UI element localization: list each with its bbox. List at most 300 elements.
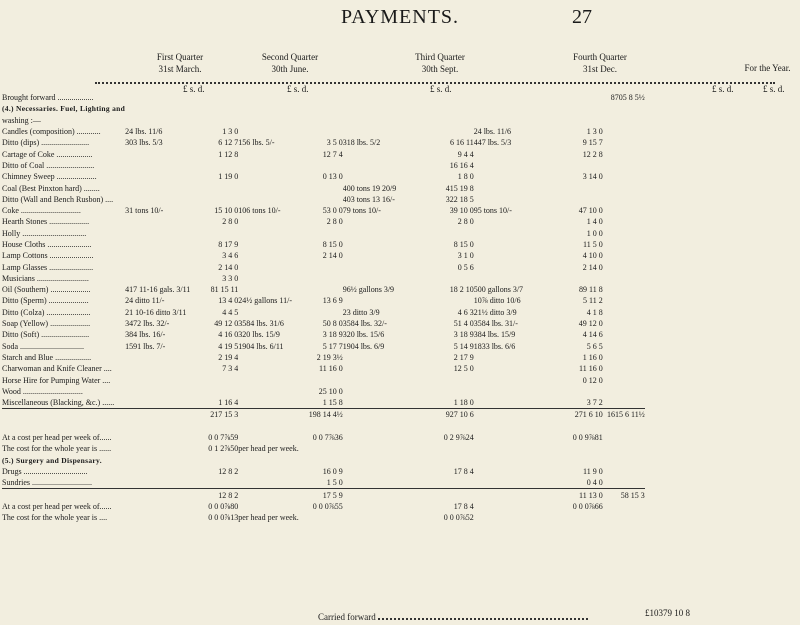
header-fourth-quarter xyxy=(550,51,650,75)
payments-ledger xyxy=(2,92,645,523)
ledger-row xyxy=(2,137,645,148)
header-q4-date: 31st Dec. xyxy=(583,64,617,74)
ledger-cell-v4: 3 14 0 xyxy=(582,172,603,182)
ledger-cell-q1 xyxy=(125,92,190,103)
ledger-cell-q4 xyxy=(474,182,559,193)
ledger-cell-lbl: Cartage of Coke .................. xyxy=(2,149,93,159)
ledger-cell-y: 1615 6 11½ xyxy=(603,409,645,421)
money-heading-q1: £ s. d. xyxy=(183,84,205,94)
carried-forward-leader xyxy=(378,618,588,620)
ledger-cell-q2 xyxy=(238,103,298,114)
ledger-cell-q3 xyxy=(343,512,431,523)
ledger-cell-v1 xyxy=(190,92,238,103)
ledger-cell-q4 xyxy=(474,489,559,501)
ledger-cell-q3 xyxy=(343,421,431,432)
ledger-cell-y xyxy=(603,261,645,272)
ledger-cell-v2 xyxy=(299,261,343,272)
ledger-cell-lbl: Lamp Glasses ...................... xyxy=(2,262,94,272)
ledger-row xyxy=(2,352,645,363)
ledger-cell-q2 xyxy=(238,386,298,397)
ledger-cell-q4: 447 lbs. 5/3 xyxy=(473,138,512,148)
ledger-row xyxy=(2,443,645,454)
ledger-cell-v1 xyxy=(190,115,238,126)
ledger-cell-v3 xyxy=(431,92,474,103)
ledger-cell-v2 xyxy=(299,103,343,114)
money-heading-q2: £ s. d. xyxy=(287,84,309,94)
ledger-cell-v4 xyxy=(559,182,603,193)
ledger-cell-v2 xyxy=(299,160,343,171)
ledger-cell-v4 xyxy=(559,443,603,454)
ledger-cell-v1: 4 4 5 xyxy=(222,307,239,317)
ledger-cell-lbl: Ditto (Soft) ........................ xyxy=(2,330,90,340)
ledger-cell-v1: 4 16 0 xyxy=(218,330,239,340)
ledger-cell-q4: 10⅞ ditto 10/6 xyxy=(473,296,521,306)
ledger-cell-q2 xyxy=(238,182,298,193)
ledger-cell-v2: 16 0 9 xyxy=(322,466,343,476)
ledger-cell-v2: 17 5 9 xyxy=(299,489,343,501)
ledger-cell-q1 xyxy=(125,239,190,250)
ledger-cell-q4 xyxy=(474,250,559,261)
ledger-cell-q1 xyxy=(125,352,190,363)
ledger-cell-q1: 1591 lbs. 7/- xyxy=(125,341,166,351)
ledger-cell-v1: 217 15 3 xyxy=(190,409,238,421)
ledger-cell-y xyxy=(603,329,645,340)
ledger-cell-q3 xyxy=(343,126,431,137)
ledger-cell-v3: 8 15 0 xyxy=(453,240,474,249)
ledger-cell-lbl: The cost for the whole year is ...... xyxy=(2,444,112,454)
money-heading-q3: £ s. d. xyxy=(430,84,452,94)
ledger-cell-v3: 0 0 0⅞52 xyxy=(443,513,474,523)
ledger-cell-v4 xyxy=(559,421,603,432)
ledger-cell-q3 xyxy=(343,374,431,385)
ledger-cell-v4: 11 9 0 xyxy=(583,466,603,476)
ledger-row xyxy=(2,92,645,103)
ledger-cell-v4: 1 4 0 xyxy=(586,217,603,227)
ledger-cell-y xyxy=(603,194,645,205)
ledger-cell-v4: 0 0 9⅞81 xyxy=(572,433,603,443)
ledger-cell-v3 xyxy=(431,421,474,432)
ledger-cell-q4 xyxy=(474,239,559,250)
ledger-row xyxy=(2,386,645,397)
ledger-cell-y xyxy=(603,137,645,148)
ledger-cell-q3 xyxy=(343,352,431,363)
ledger-cell-y xyxy=(603,103,645,114)
ledger-cell-q1 xyxy=(125,455,190,466)
ledger-cell-lbl: The cost for the whole year is .... xyxy=(2,513,108,523)
header-third-quarter xyxy=(390,51,490,75)
ledger-cell-v1 xyxy=(190,477,238,489)
ledger-cell-q4 xyxy=(474,397,559,409)
ledger-cell-q2: 106 tons 10/- xyxy=(238,206,281,216)
ledger-cell-v3 xyxy=(431,489,474,501)
ledger-cell-v2 xyxy=(299,194,343,205)
ledger-cell-v2: 1 5 0 xyxy=(326,478,343,488)
ledger-cell-q3 xyxy=(343,455,431,466)
ledger-cell-q2: 320 lbs. 15/9 xyxy=(238,330,280,340)
ledger-cell-q1 xyxy=(125,489,190,501)
ledger-cell-v4: 11 16 0 xyxy=(579,364,603,374)
ledger-cell-v4 xyxy=(559,92,603,103)
ledger-cell-q2 xyxy=(238,216,298,227)
ledger-cell-q4 xyxy=(474,261,559,272)
ledger-row xyxy=(2,501,645,512)
ledger-cell-q2 xyxy=(238,194,298,205)
ledger-cell-q3 xyxy=(343,115,431,126)
ledger-cell-v2: 2 14 0 xyxy=(322,251,343,261)
page-number: 27 xyxy=(572,6,592,28)
ledger-cell-v2 xyxy=(299,307,343,318)
header-q2-date: 30th June. xyxy=(271,64,309,74)
ledger-row xyxy=(2,171,645,182)
ledger-cell-q1 xyxy=(125,363,190,374)
ledger-cell-q1 xyxy=(125,432,190,443)
ledger-cell-lbl: Candles (composition) ............ xyxy=(2,127,101,137)
ledger-cell-lbl: Ditto (dips) ........................ xyxy=(2,138,90,148)
ledger-cell-q3 xyxy=(343,273,431,284)
ledger-cell-v3 xyxy=(431,273,474,284)
ledger-cell-lbl: Holly ................................ xyxy=(2,228,87,238)
ledger-row xyxy=(2,261,645,272)
ledger-cell-q1 xyxy=(125,443,190,454)
ledger-cell-lbl: Coal (Best Pinxton hard) ........ xyxy=(2,183,100,193)
ledger-cell-q2 xyxy=(238,171,298,182)
ledger-cell-q2 xyxy=(238,92,298,103)
ledger-cell-q4 xyxy=(474,477,559,489)
ledger-cell-q3 xyxy=(343,363,431,374)
ledger-cell-v1: 2 19 4 xyxy=(218,352,239,362)
ledger-cell-q3 xyxy=(343,148,431,159)
ledger-row xyxy=(2,160,645,171)
ledger-cell-q1 xyxy=(125,160,190,171)
ledger-cell-v2: 198 14 4½ xyxy=(299,409,343,421)
ledger-cell-q3: 320 lbs. 15/6 xyxy=(342,330,385,340)
ledger-cell-y xyxy=(603,512,645,523)
ledger-cell-v2 xyxy=(299,228,343,239)
ledger-row xyxy=(2,341,645,352)
ledger-cell-y xyxy=(603,171,645,182)
ledger-cell-v4: 3 7 2 xyxy=(586,398,603,408)
ledger-cell-v2: 5 17 7 xyxy=(322,341,343,351)
ledger-cell-v2 xyxy=(299,126,343,137)
ledger-cell-v2: 3 5 0 xyxy=(326,138,343,148)
ledger-cell-q3: 96½ gallons 3/9 xyxy=(342,285,395,295)
ledger-cell-q2 xyxy=(238,148,298,159)
ledger-cell-y xyxy=(603,341,645,352)
ledger-cell-v2: 13 6 9 xyxy=(322,296,343,306)
ledger-cell-q2 xyxy=(238,455,298,466)
ledger-cell-q4 xyxy=(474,363,559,374)
header-q2-title: Second Quarter xyxy=(261,52,319,62)
ledger-cell-q1: 24 lbs. 11/6 xyxy=(125,127,163,137)
ledger-cell-y xyxy=(603,455,645,466)
ledger-cell-v3: 16 16 4 xyxy=(449,160,474,170)
ledger-cell-y xyxy=(603,466,645,477)
ledger-cell-v1 xyxy=(190,421,238,432)
ledger-cell-q3 xyxy=(343,261,431,272)
ledger-cell-lbl: Charwoman and Knife Cleaner .... xyxy=(2,364,112,374)
ledger-cell-v4: 89 11 8 xyxy=(579,285,603,295)
ledger-cell-v2: 25 10 0 xyxy=(318,386,343,396)
ledger-cell-v1: 1 19 0 xyxy=(218,172,239,182)
ledger-cell-q1 xyxy=(125,182,190,193)
ledger-cell-q4 xyxy=(474,273,559,284)
ledger-cell-lbl: Horse Hire for Pumping Water .... xyxy=(2,375,111,385)
ledger-cell-v1 xyxy=(190,160,238,171)
ledger-cell-y xyxy=(603,273,645,284)
ledger-cell-v3: 0 5 6 xyxy=(457,262,474,272)
ledger-cell-v2 xyxy=(299,455,343,466)
ledger-cell-v3: 51 4 0 xyxy=(453,319,474,329)
ledger-cell-v3 xyxy=(431,126,474,137)
ledger-cell-v3: 6 16 11 xyxy=(450,138,474,148)
ledger-cell-lbl: washing :— xyxy=(2,115,41,125)
ledger-cell-y xyxy=(603,363,645,374)
ledger-cell-v1: 8 17 9 xyxy=(218,240,239,249)
ledger-cell-v1: 81 15 11 xyxy=(210,285,239,295)
ledger-cell-lbl: Brought forward .................. xyxy=(2,93,94,103)
ledger-cell-v1: 13 4 0 xyxy=(218,296,239,306)
ledger-cell-q2 xyxy=(238,307,298,318)
ledger-cell-q3 xyxy=(343,250,431,261)
ledger-cell-v3: 12 5 0 xyxy=(453,364,474,374)
ledger-cell-q2 xyxy=(238,273,298,284)
ledger-cell-q1 xyxy=(125,273,190,284)
ledger-row xyxy=(2,409,645,421)
ledger-cell-v4: 5 6 5 xyxy=(586,341,603,351)
ledger-cell-v1: 49 12 0 xyxy=(214,319,239,329)
ledger-cell-q4 xyxy=(474,216,559,227)
ledger-cell-q1 xyxy=(125,171,190,182)
ledger-cell-v3: 5 14 9 xyxy=(453,341,474,351)
ledger-cell-q2 xyxy=(238,352,298,363)
ledger-cell-q1: 417 11-16 gals. 3/11 xyxy=(125,285,191,295)
ledger-cell-q3 xyxy=(343,397,431,409)
ledger-cell-y xyxy=(603,205,645,216)
ledger-cell-q3 xyxy=(343,432,431,443)
ledger-cell-lbl: Soap (Yellow) .................... xyxy=(2,319,91,329)
ledger-cell-q3 xyxy=(343,216,431,227)
ledger-cell-lbl: Ditto of Coal ........................ xyxy=(2,160,95,170)
ledger-cell-v2 xyxy=(299,512,343,523)
ledger-cell-q3 xyxy=(343,295,431,306)
ledger-cell-q3 xyxy=(343,171,431,182)
ledger-row xyxy=(2,374,645,385)
ledger-cell-v2 xyxy=(299,115,343,126)
ledger-row xyxy=(2,115,645,126)
ledger-cell-q4 xyxy=(474,421,559,432)
ledger-cell-q1 xyxy=(125,466,190,477)
ledger-cell-v3 xyxy=(431,455,474,466)
ledger-cell-v4 xyxy=(559,512,603,523)
ledger-cell-v1 xyxy=(190,194,238,205)
ledger-row xyxy=(2,466,645,477)
ledger-cell-v2: 11 16 0 xyxy=(319,364,343,374)
ledger-cell-v1 xyxy=(190,374,238,385)
ledger-row xyxy=(2,239,645,250)
ledger-cell-v3: 0 2 9⅞24 xyxy=(443,433,474,443)
ledger-cell-q2 xyxy=(238,489,298,501)
ledger-cell-v4 xyxy=(559,194,603,205)
ledger-cell-v4: 1 3 0 xyxy=(586,127,603,137)
ledger-cell-q1 xyxy=(125,477,190,489)
ledger-cell-q4: 3584 lbs. 31/- xyxy=(473,319,518,329)
ledger-row xyxy=(2,205,645,216)
ledger-cell-q2 xyxy=(238,126,298,137)
ledger-cell-v3: 18 2 10 xyxy=(449,285,474,295)
ledger-cell-y xyxy=(603,148,645,159)
ledger-cell-v1 xyxy=(190,386,238,397)
ledger-cell-lbl xyxy=(2,489,125,501)
ledger-cell-y: 8705 8 5½ xyxy=(610,93,645,103)
ledger-cell-lbl xyxy=(2,421,125,432)
header-q3-date: 30th Sept. xyxy=(421,64,459,74)
ledger-cell-q1 xyxy=(125,397,190,409)
ledger-cell-q4 xyxy=(474,194,559,205)
header-first-quarter xyxy=(130,51,230,75)
ledger-cell-y xyxy=(603,374,645,385)
ledger-cell-v3 xyxy=(431,295,474,306)
ledger-cell-q2 xyxy=(238,477,298,489)
ledger-cell-v3: 17 8 4 xyxy=(453,501,474,511)
ledger-cell-q3 xyxy=(343,386,431,397)
ledger-cell-q2: 3584 lbs. 31/6 xyxy=(238,319,284,329)
ledger-cell-q2: per head per week. xyxy=(238,444,299,454)
ledger-cell-lbl: Ditto (Sperm) .................... xyxy=(2,296,89,306)
ledger-cell-v3 xyxy=(431,443,474,454)
ledger-cell-q4 xyxy=(474,501,559,512)
ledger-cell-lbl: At a cost per head per week of...... xyxy=(2,433,112,443)
ledger-cell-v2: 12 7 4 xyxy=(322,149,343,159)
ledger-cell-y xyxy=(603,432,645,443)
header-q1-title: First Quarter xyxy=(156,52,204,62)
ledger-cell-q1 xyxy=(125,421,190,432)
ledger-cell-v2: 50 8 0 xyxy=(322,319,343,329)
ledger-cell-y xyxy=(603,126,645,137)
ledger-cell-v1: 1 12 8 xyxy=(218,149,239,159)
ledger-cell-q1: 21 10-16 ditto 3/11 xyxy=(125,307,187,317)
header-q4-title: Fourth Quarter xyxy=(573,52,627,62)
ledger-cell-q4 xyxy=(474,512,559,523)
carried-forward xyxy=(318,612,588,622)
header-q3-title: Third Quarter xyxy=(415,52,465,62)
ledger-cell-v4 xyxy=(559,103,603,114)
ledger-cell-q3 xyxy=(343,103,431,114)
ledger-cell-q3 xyxy=(343,489,431,501)
ledger-cell-v4: 12 2 8 xyxy=(582,149,603,159)
ledger-row xyxy=(2,284,645,295)
ledger-cell-v1 xyxy=(190,182,238,193)
ledger-cell-q4: 1833 lbs. 6/6 xyxy=(473,341,516,351)
ledger-cell-q2 xyxy=(238,250,298,261)
ledger-cell-v1: 0 0 0⅞13 xyxy=(208,513,239,523)
ledger-cell-q2 xyxy=(238,466,298,477)
ledger-cell-q1 xyxy=(125,409,190,421)
ledger-cell-v2 xyxy=(299,421,343,432)
ledger-cell-q4 xyxy=(474,92,559,103)
ledger-cell-v1: 15 10 0 xyxy=(214,206,239,216)
ledger-cell-v3: 2 8 0 xyxy=(457,217,474,227)
ledger-cell-q4: 21½ ditto 3/9 xyxy=(473,307,517,317)
ledger-cell-q2: per head per week. xyxy=(238,513,299,523)
ledger-cell-q2 xyxy=(238,261,298,272)
header-q1-date: 31st March. xyxy=(158,64,202,74)
ledger-cell-lbl: (5.) Surgery and Dispensary. xyxy=(2,455,102,465)
ledger-cell-v2: 0 0 0⅞55 xyxy=(312,501,343,511)
ledger-cell-q1 xyxy=(125,250,190,261)
ledger-cell-q2 xyxy=(238,284,298,295)
ledger-cell-v4: 1 0 0 xyxy=(586,228,603,238)
ledger-cell-v2: 0 0 7⅞36 xyxy=(312,433,343,443)
ledger-row xyxy=(2,216,645,227)
ledger-cell-y xyxy=(603,307,645,318)
ledger-cell-q3: 3584 lbs. 32/- xyxy=(342,319,387,329)
ledger-cell-v3: 2 17 9 xyxy=(453,352,474,362)
ledger-cell-lbl: Miscellaneous (Blacking, &c.) ...... xyxy=(2,398,115,408)
ledger-cell-v3 xyxy=(431,386,474,397)
ledger-cell-v4: 5 11 2 xyxy=(583,296,603,306)
ledger-cell-q2 xyxy=(238,239,298,250)
ledger-cell-v4: 4 14 6 xyxy=(582,330,603,340)
ledger-cell-v1 xyxy=(190,228,238,239)
ledger-cell-q2 xyxy=(238,421,298,432)
ledger-cell-lbl: Chimney Sweep .................... xyxy=(2,172,97,182)
ledger-cell-v1: 12 8 2 xyxy=(218,466,239,476)
ledger-cell-v2 xyxy=(299,284,343,295)
ledger-cell-q4 xyxy=(474,455,559,466)
ledger-row xyxy=(2,295,645,306)
ledger-row xyxy=(2,103,645,114)
ledger-cell-v4: 271 6 10 xyxy=(559,409,603,421)
ledger-cell-q2: 156 lbs. 5/- xyxy=(238,138,275,148)
ledger-cell-v3 xyxy=(431,115,474,126)
ledger-cell-q2 xyxy=(238,432,298,443)
ledger-cell-q4 xyxy=(474,103,559,114)
ledger-cell-v3 xyxy=(431,374,474,385)
ledger-cell-q1 xyxy=(125,194,190,205)
ledger-cell-q2 xyxy=(238,363,298,374)
ledger-cell-q1: 3472 lbs. 32/- xyxy=(125,319,170,329)
ledger-cell-y xyxy=(603,397,645,409)
ledger-cell-q1: 31 tons 10/- xyxy=(125,206,164,216)
ledger-row xyxy=(2,307,645,318)
ledger-cell-q1 xyxy=(125,512,190,523)
ledger-cell-y xyxy=(603,386,645,397)
ledger-cell-q4 xyxy=(474,148,559,159)
ledger-cell-q3 xyxy=(343,239,431,250)
ledger-cell-y xyxy=(603,501,645,512)
ledger-cell-v4: 4 1 8 xyxy=(586,307,603,317)
ledger-row xyxy=(2,318,645,329)
ledger-cell-q3 xyxy=(343,92,431,103)
ledger-cell-v2: 3 18 9 xyxy=(322,330,343,340)
ledger-cell-y xyxy=(603,160,645,171)
ledger-cell-v1: 3 3 0 xyxy=(222,273,239,283)
ledger-cell-v3: 3 18 9 xyxy=(453,330,474,340)
ledger-cell-v4 xyxy=(559,386,603,397)
page-title: PAYMENTS. xyxy=(340,6,460,28)
ledger-cell-v3: 39 10 0 xyxy=(449,206,474,216)
ledger-cell-lbl: (4.) Necessaries. Fuel, Lighting and xyxy=(2,104,126,114)
ledger-row xyxy=(2,194,645,205)
ledger-cell-lbl: Ditto (Colza) ...................... xyxy=(2,307,91,317)
ledger-cell-q1 xyxy=(125,216,190,227)
ledger-row xyxy=(2,477,645,489)
ledger-cell-q1 xyxy=(125,228,190,239)
ledger-cell-v4: 47 10 0 xyxy=(578,206,603,216)
ledger-cell-y: 58 15 3 xyxy=(603,489,645,501)
ledger-cell-q2 xyxy=(238,374,298,385)
ledger-cell-q2 xyxy=(238,160,298,171)
